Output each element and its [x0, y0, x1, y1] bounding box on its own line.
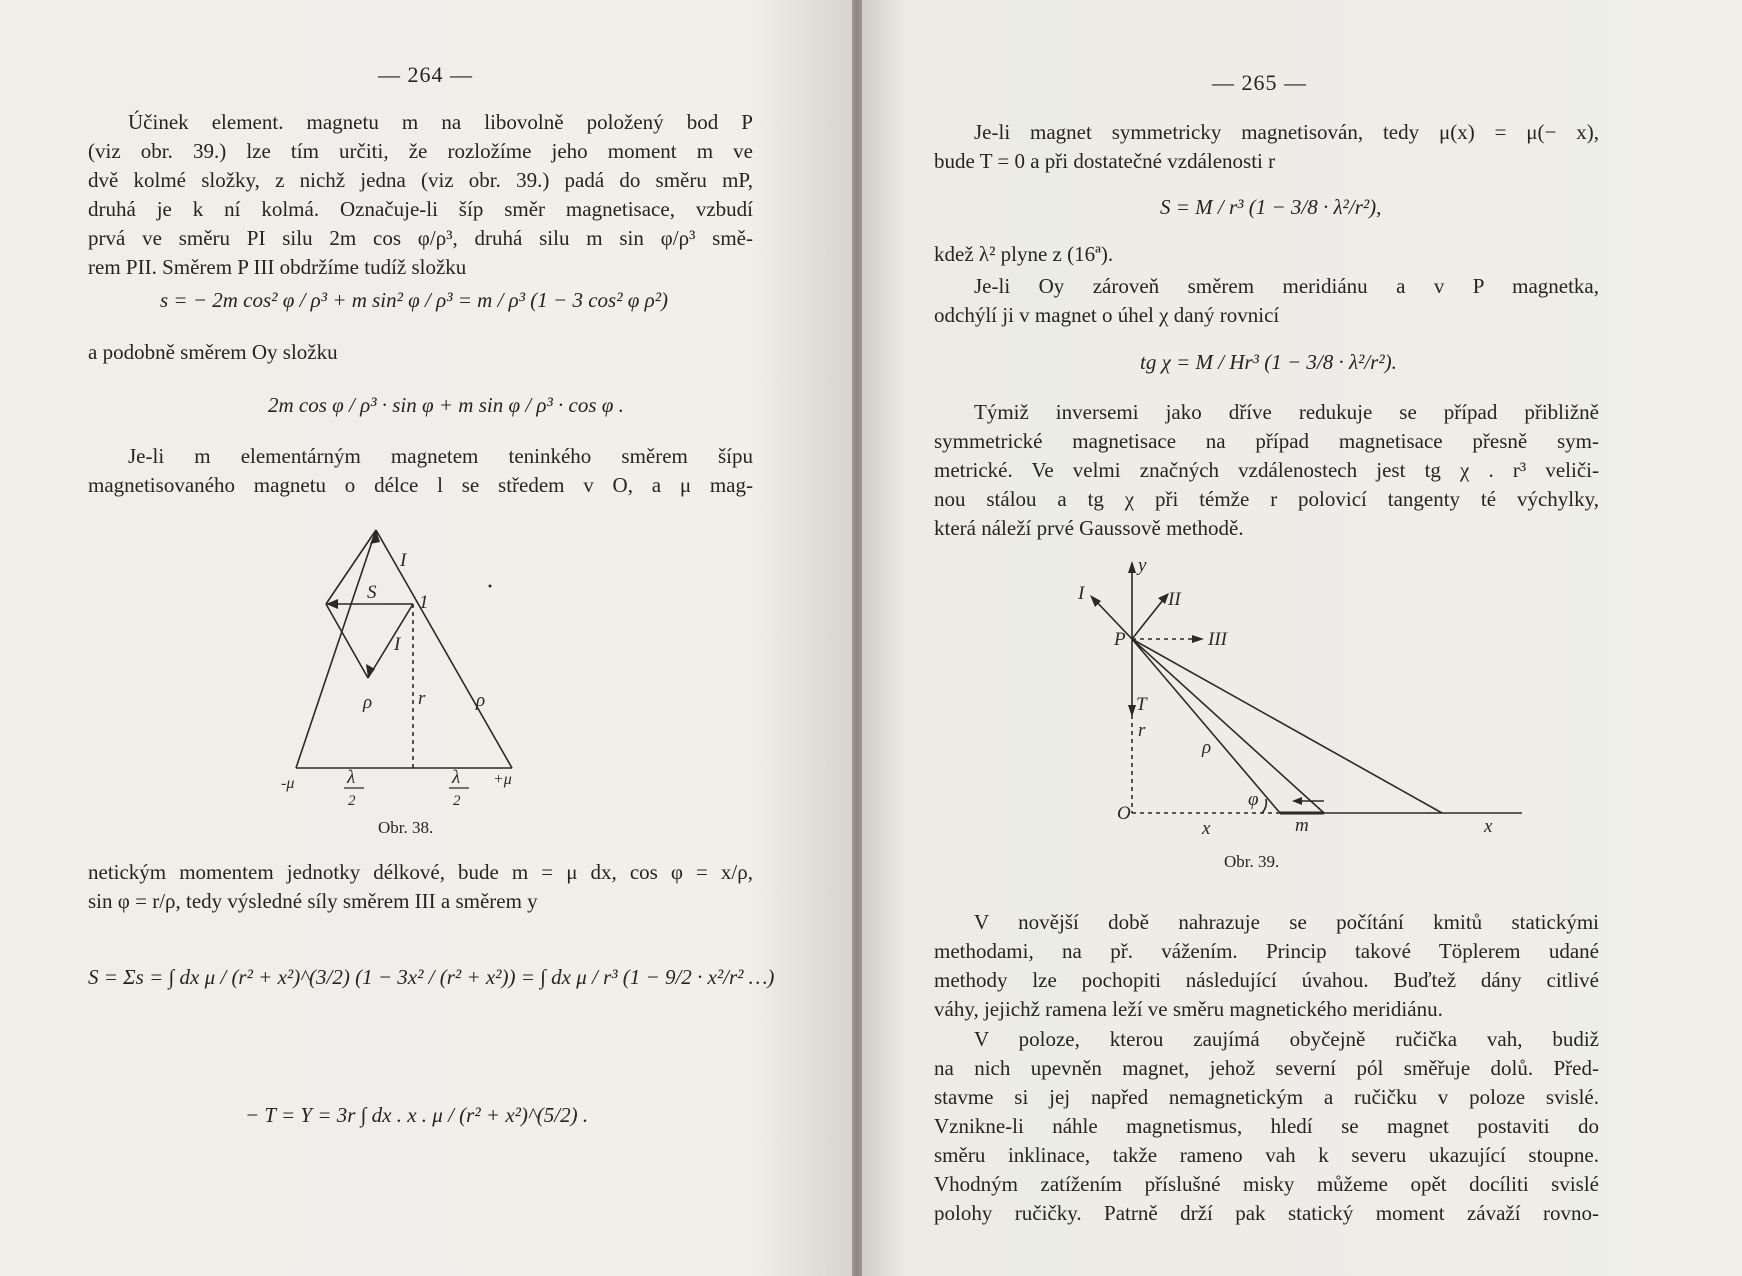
right-paragraph-3 — [934, 272, 1599, 330]
fig39-label-O: O — [1117, 803, 1131, 824]
equation-oy: 2m cos φ / ρ³ · sin φ + m sin φ / ρ³ · cos φ . — [268, 393, 624, 417]
text-line: (viz obr. 39.) lze tím určiti, že rozložíme jeho moment m ve — [88, 139, 753, 163]
text-line: váhy, jejichž ramena leží ve směru magnetického meridiánu. — [934, 997, 1443, 1021]
text-line: rem PII. Směrem P III obdržíme tudíž složku — [88, 255, 467, 279]
fig38-label-rho-left: ρ — [363, 692, 373, 713]
left-paragraph-2 — [88, 338, 753, 367]
fig38-label-plus-mu: +μ — [493, 771, 512, 788]
text-line: směru inklinace, takže rameno vah k severu ukazující stoupne. — [934, 1143, 1599, 1167]
equation-S-sum: S = Σs = ∫ dx μ / (r² + x²)^(3/2) (1 − 3x² / (r² + x²)) = ∫ dx μ / r³ (1 − 9/2 · x²/r² …) — [88, 965, 775, 989]
fig38-label-top: I — [400, 550, 407, 571]
direction-II — [1132, 595, 1167, 639]
text-line: polohy ručičky. Patrně drží pak statický moment závaží rovno- — [934, 1201, 1599, 1225]
fig39-label-y: y — [1138, 555, 1147, 576]
fig39-label-II: II — [1168, 589, 1181, 610]
fig39-label-r: r — [1138, 720, 1146, 741]
left-paragraph-3 — [88, 442, 753, 500]
arrowhead-T — [1128, 705, 1136, 717]
text-line: a podobně směrem Oy složku — [88, 340, 338, 364]
text-line: kdež λ² plyne z (16ª). — [934, 242, 1114, 266]
fig38-label-rho-right: ρ — [476, 690, 486, 711]
figure-38-caption: Obr. 38. — [378, 818, 434, 837]
left-paragraph-4 — [88, 858, 753, 916]
fig38-label-r: r — [418, 688, 426, 709]
text-line: Vznikne-li náhle magnetismus, hledí se magnet postaviti do — [934, 1114, 1599, 1138]
text-line: Je-li Oy zároveň směrem meridiánu a v P magnetka, — [974, 274, 1599, 298]
lower-vector — [368, 604, 413, 678]
fig38-label-lambda-1: λ — [347, 767, 356, 788]
right-paragraph-5 — [934, 908, 1599, 1024]
text-line: Účinek element. magnetu m na libovolně položený bod P — [128, 110, 753, 134]
text-line: která náleží prvé Gaussově methodě. — [934, 516, 1244, 540]
text-line: Je-li magnet symmetricky magnetisován, tedy μ(x) = μ(− x), — [974, 120, 1599, 144]
page-number-right: — 265 — — [1212, 70, 1307, 95]
figure-39 — [1022, 555, 1582, 845]
triangle-left-side — [296, 530, 376, 768]
arrowhead-III — [1192, 635, 1204, 643]
right-paragraph-1 — [934, 118, 1599, 176]
text-line: na nich upevněn magnet, jehož severní pól směřuje dolů. Před- — [934, 1056, 1599, 1080]
phi-arc — [1262, 799, 1266, 813]
text-line: nou stálou a tg χ při témže r polovicí tangenty té výchylky, — [934, 487, 1599, 511]
arrowhead-y — [1128, 561, 1136, 573]
page-number-left: — 264 — — [378, 62, 473, 87]
right-page — [862, 0, 1742, 1276]
text-line: methody lze pochopiti následující úvahou. Buďtež dány citlivé — [934, 968, 1599, 992]
text-line: Týmiž inversemi jako dříve redukuje se případ přibližně — [974, 400, 1599, 424]
fig38-label-s: S — [367, 582, 377, 603]
text-line: prvá ve směru PI silu 2m cos φ/ρ³, druhá silu m sin φ/ρ³ smě- — [88, 226, 753, 250]
fig39-label-P: P — [1114, 629, 1126, 650]
fig38-label-two-2: 2 — [453, 793, 461, 808]
equation-S-symmetric: S = M / r³ (1 − 3/8 · λ²/r²), — [1160, 195, 1382, 219]
equation-s: s = − 2m cos² φ / ρ³ + m sin² φ / ρ³ = m / ρ³ (1 − 3 cos² φ ρ²) — [160, 288, 668, 312]
fig39-label-phi: φ — [1248, 789, 1259, 810]
equation-T: − T = Y = 3r ∫ dx . x . μ / (r² + x²)^(5/2) . — [245, 1103, 589, 1127]
text-line: stavme si jej napřed nemagnetickým a ručičku v poloze svislé. — [934, 1085, 1599, 1109]
stray-dot — [489, 585, 492, 588]
fig38-label-lambda-2: λ — [452, 767, 461, 788]
right-paragraph-6 — [934, 1025, 1599, 1228]
fig38-label-one: 1 — [419, 592, 429, 613]
fig38-label-two-1: 2 — [348, 793, 356, 808]
fig39-label-m: m — [1295, 815, 1309, 836]
text-line: dvě kolmé složky, z nichž jedna (viz obr. 39.) padá do směru mP, — [88, 168, 753, 192]
line-to-magnet-start — [1132, 639, 1280, 813]
fig39-label-rho: ρ — [1202, 737, 1212, 758]
fig39-label-T: T — [1136, 694, 1147, 715]
equation-tg-chi: tg χ = M / Hr³ (1 − 3/8 · λ²/r²). — [1140, 350, 1397, 374]
left-paragraph-1 — [88, 108, 753, 282]
line-to-magnet-mid — [1132, 639, 1324, 813]
figure-39-caption: Obr. 39. — [1224, 852, 1280, 871]
line-to-magnet-end — [1132, 639, 1442, 813]
text-line: bude T = 0 a při dostatečné vzdálenosti r — [934, 149, 1276, 173]
fig39-label-x-axis: x — [1484, 816, 1493, 837]
text-line: V poloze, kterou zaujímá obyčejně ručička vah, budiž — [974, 1027, 1599, 1051]
right-paragraph-4 — [934, 398, 1599, 543]
text-line: netickým momentem jednotky délkové, bude m = μ dx, cos φ = x/ρ, — [88, 860, 753, 884]
text-line: Vhodným zatížením příslušné misky můžeme opět docíliti svislé — [934, 1172, 1599, 1196]
fig39-label-III: III — [1208, 629, 1227, 650]
right-paragraph-2 — [934, 240, 1599, 269]
fig39-label-I: I — [1078, 583, 1085, 604]
text-line: metrické. Ve velmi značných vzdálenostech jest tg χ . r³ veliči- — [934, 458, 1599, 482]
text-line: V novější době nahrazuje se počítání kmitů statickými — [974, 910, 1599, 934]
figure-38 — [280, 518, 580, 808]
text-line: magnetisovaného magnetu o délce l se středem v O, a μ mag- — [88, 473, 753, 497]
text-line: Je-li m elementárným magnetem teninkého směrem šípu — [128, 444, 753, 468]
text-line: sin φ = r/ρ, tedy výsledné síly směrem III a směrem y — [88, 889, 538, 913]
text-line: druhá je k ní kolmá. Označuje-li šíp směr magnetisace, vzbudí — [88, 197, 753, 221]
fig39-label-x-small: x — [1202, 818, 1211, 839]
left-page — [0, 0, 852, 1276]
text-line: methodami, na př. vážením. Princip takové Töplerem udané — [934, 939, 1599, 963]
fig38-label-mid: I — [394, 634, 401, 655]
text-line: odchýlí ji v magnet o úhel χ daný rovnicí — [934, 303, 1280, 327]
fig38-label-minus-mu: -μ — [281, 775, 295, 792]
arrowhead-magnet — [1292, 797, 1302, 805]
text-line: symmetrické magnetisace na případ magnetisace přesně sym- — [934, 429, 1599, 453]
